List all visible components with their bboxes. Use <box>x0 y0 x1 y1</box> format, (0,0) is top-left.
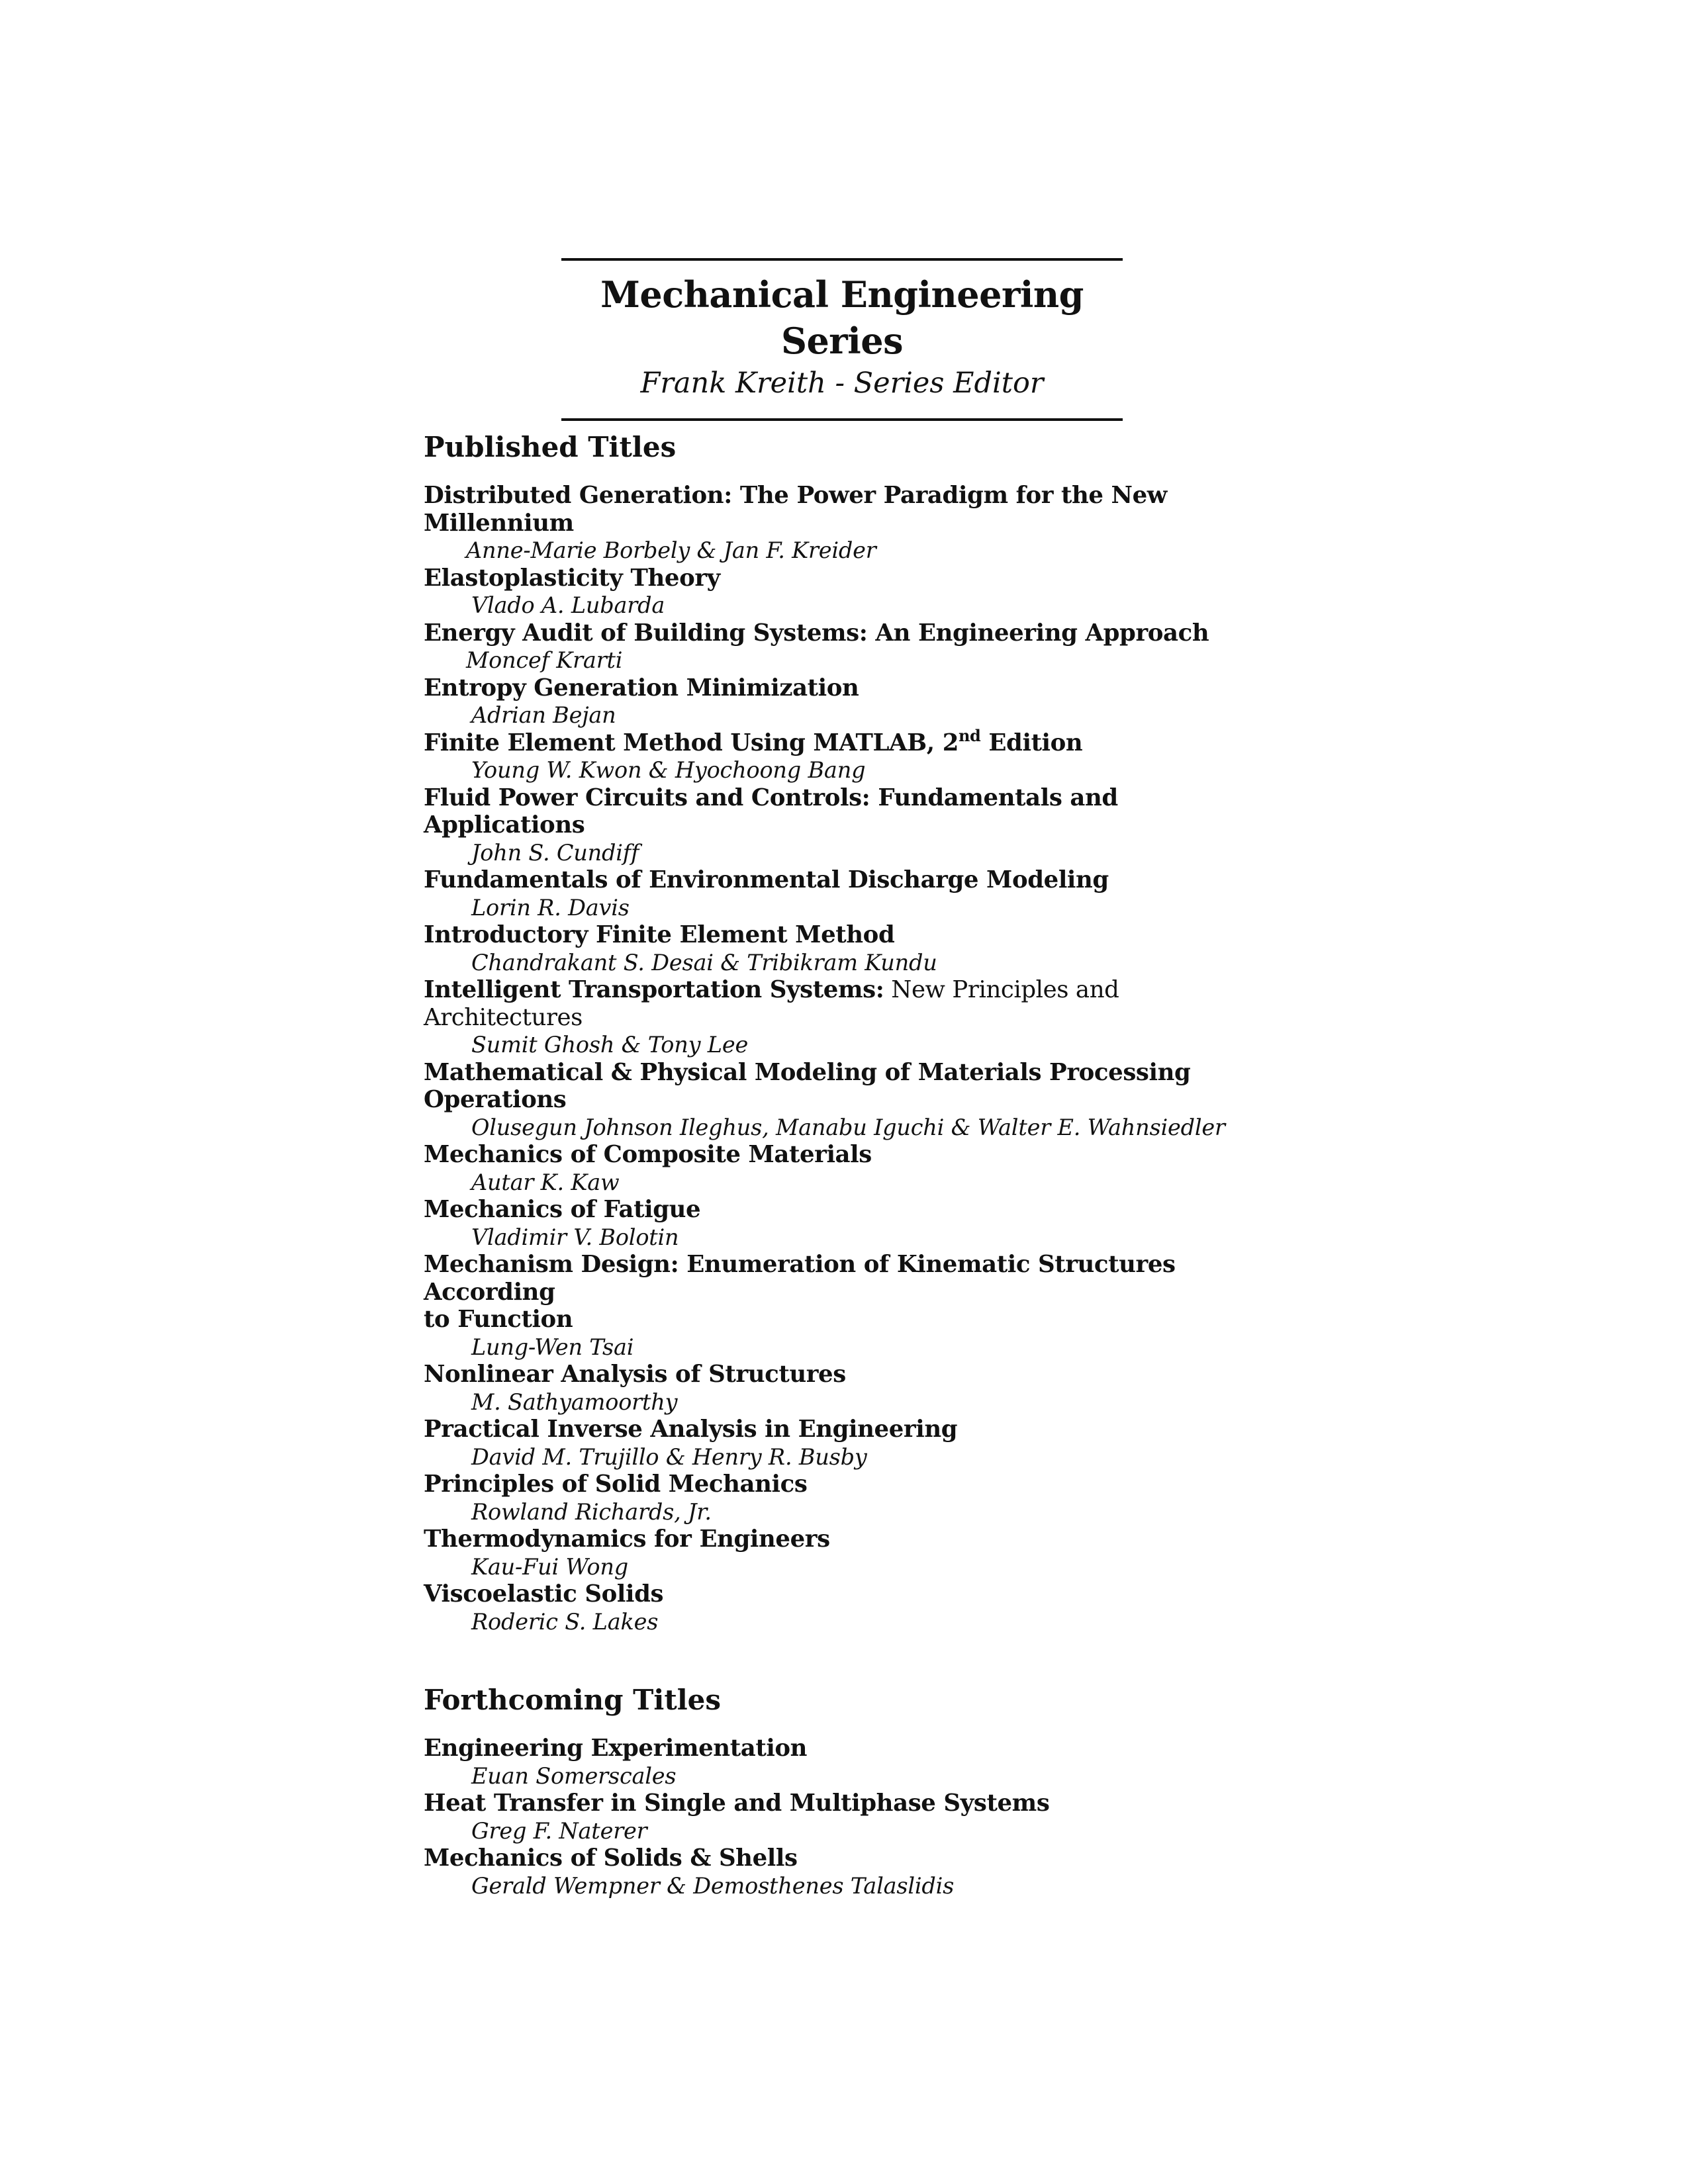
book-author: Greg F. Naterer <box>471 1817 647 1844</box>
book-author: John S. Cundiff <box>471 839 639 866</box>
book-title: Elastoplasticity Theory <box>424 564 720 592</box>
book-title: Mechanics of Composite Materials <box>424 1141 872 1168</box>
list-item <box>424 565 1284 619</box>
book-title: Introductory Finite Element Method <box>424 921 895 948</box>
book-title: Principles of Solid Mechanics <box>424 1471 808 1498</box>
book-author: Olusegun Johnson Ileghus, Manabu Iguchi & Walter E. Wahnsiedler <box>471 1114 1225 1140</box>
list-item <box>424 1525 1284 1580</box>
book-title: Heat Transfer in Single and Multiphase Systems <box>424 1790 1050 1817</box>
book-author: Gerald Wempner & Demosthenes Talaslidis <box>471 1872 955 1899</box>
list-item <box>424 1059 1284 1142</box>
book-title: Distributed Generation: The Power Paradigm for the New Millennium <box>424 482 1167 537</box>
series-editor: Frank Kreith - Series Editor <box>640 367 1044 400</box>
book-author: Adrian Bejan <box>471 702 616 728</box>
list-item <box>424 482 1284 565</box>
book-author: Kau-Fui Wong <box>471 1553 629 1580</box>
book-title: Mechanics of Solids & Shells <box>424 1844 798 1872</box>
list-item <box>424 866 1284 921</box>
book-author: Rowland Richards, Jr. <box>471 1498 712 1525</box>
top-rule <box>561 258 1123 261</box>
book-author: Sumit Ghosh & Tony Lee <box>471 1032 749 1058</box>
list-item <box>424 1735 1284 1790</box>
book-title: Entropy Generation Minimization <box>424 674 859 702</box>
book-title: Mechanics of Fatigue <box>424 1196 701 1223</box>
book-title-line1: Mechanism Design: Enumeration of Kinematic Structures According <box>424 1251 1176 1306</box>
list-item <box>424 725 1284 784</box>
book-author: Chandrakant S. Desai & Tribikram Kundu <box>471 949 937 976</box>
book-title: Fluid Power Circuits and Controls: Fundamentals and Applications <box>424 784 1118 839</box>
list-item <box>424 784 1284 867</box>
published-titles-list <box>424 482 1284 1635</box>
book-title: Mathematical & Physical Modeling of Materials Processing Operations <box>424 1058 1191 1113</box>
forthcoming-titles-list <box>424 1735 1284 1899</box>
list-item <box>424 1580 1284 1635</box>
list-item <box>424 1471 1284 1525</box>
list-item <box>424 619 1284 674</box>
book-author: Anne-Marie Borbely & Jan F. Kreider <box>466 537 876 563</box>
list-item <box>424 1251 1284 1361</box>
book-author: Moncef Krarti <box>466 647 623 673</box>
book-title <box>424 725 1284 757</box>
book-author: Lorin R. Davis <box>471 894 630 921</box>
book-title: Energy Audit of Building Systems: An Engineering Approach <box>424 619 1209 647</box>
book-title-main: Finite Element Method Using MATLAB, 2 <box>424 729 959 756</box>
series-title: Mechanical Engineering Series <box>600 273 1084 362</box>
edition-superscript: nd <box>959 725 981 745</box>
forthcoming-titles-heading: Forthcoming Titles <box>424 1684 722 1716</box>
list-item <box>424 921 1284 976</box>
book-author: Vladimir V. Bolotin <box>471 1224 679 1250</box>
book-title-bold: Intelligent Transportation Systems: <box>424 976 884 1003</box>
title-list <box>424 429 1284 1899</box>
list-item <box>424 1141 1284 1196</box>
book-author: Roderic S. Lakes <box>471 1608 659 1635</box>
book-author: M. Sathyamoorthy <box>471 1388 678 1415</box>
list-item <box>424 674 1284 729</box>
bottom-rule <box>561 418 1123 421</box>
book-subtitle: New Principles and Architectures <box>424 976 1119 1031</box>
book-author: Young W. Kwon & Hyochoong Bang <box>471 757 866 783</box>
book-title-line2: to Function <box>424 1306 573 1333</box>
published-titles-heading: Published Titles <box>424 431 677 463</box>
book-title: Nonlinear Analysis of Structures <box>424 1361 846 1388</box>
series-header <box>561 258 1123 421</box>
list-item <box>424 1361 1284 1416</box>
book-title-end: Edition <box>980 729 1083 756</box>
book-author: Euan Somerscales <box>471 1762 677 1789</box>
book-title <box>424 976 1284 1031</box>
book-title: Practical Inverse Analysis in Engineering <box>424 1416 958 1443</box>
book-author: Autar K. Kaw <box>471 1169 620 1195</box>
book-author: Lung-Wen Tsai <box>471 1334 634 1360</box>
book-title: Viscoelastic Solids <box>424 1580 664 1608</box>
list-item <box>424 1844 1284 1899</box>
book-title: Engineering Experimentation <box>424 1735 808 1762</box>
book-author: David M. Trujillo & Henry R. Busby <box>471 1443 867 1470</box>
book-author: Vlado A. Lubarda <box>471 592 665 618</box>
book-title: Fundamentals of Environmental Discharge Modeling <box>424 866 1109 893</box>
book-title: Thermodynamics for Engineers <box>424 1525 830 1553</box>
list-item <box>424 1416 1284 1471</box>
list-item <box>424 1196 1284 1251</box>
list-item <box>424 976 1284 1059</box>
list-item <box>424 1790 1284 1844</box>
